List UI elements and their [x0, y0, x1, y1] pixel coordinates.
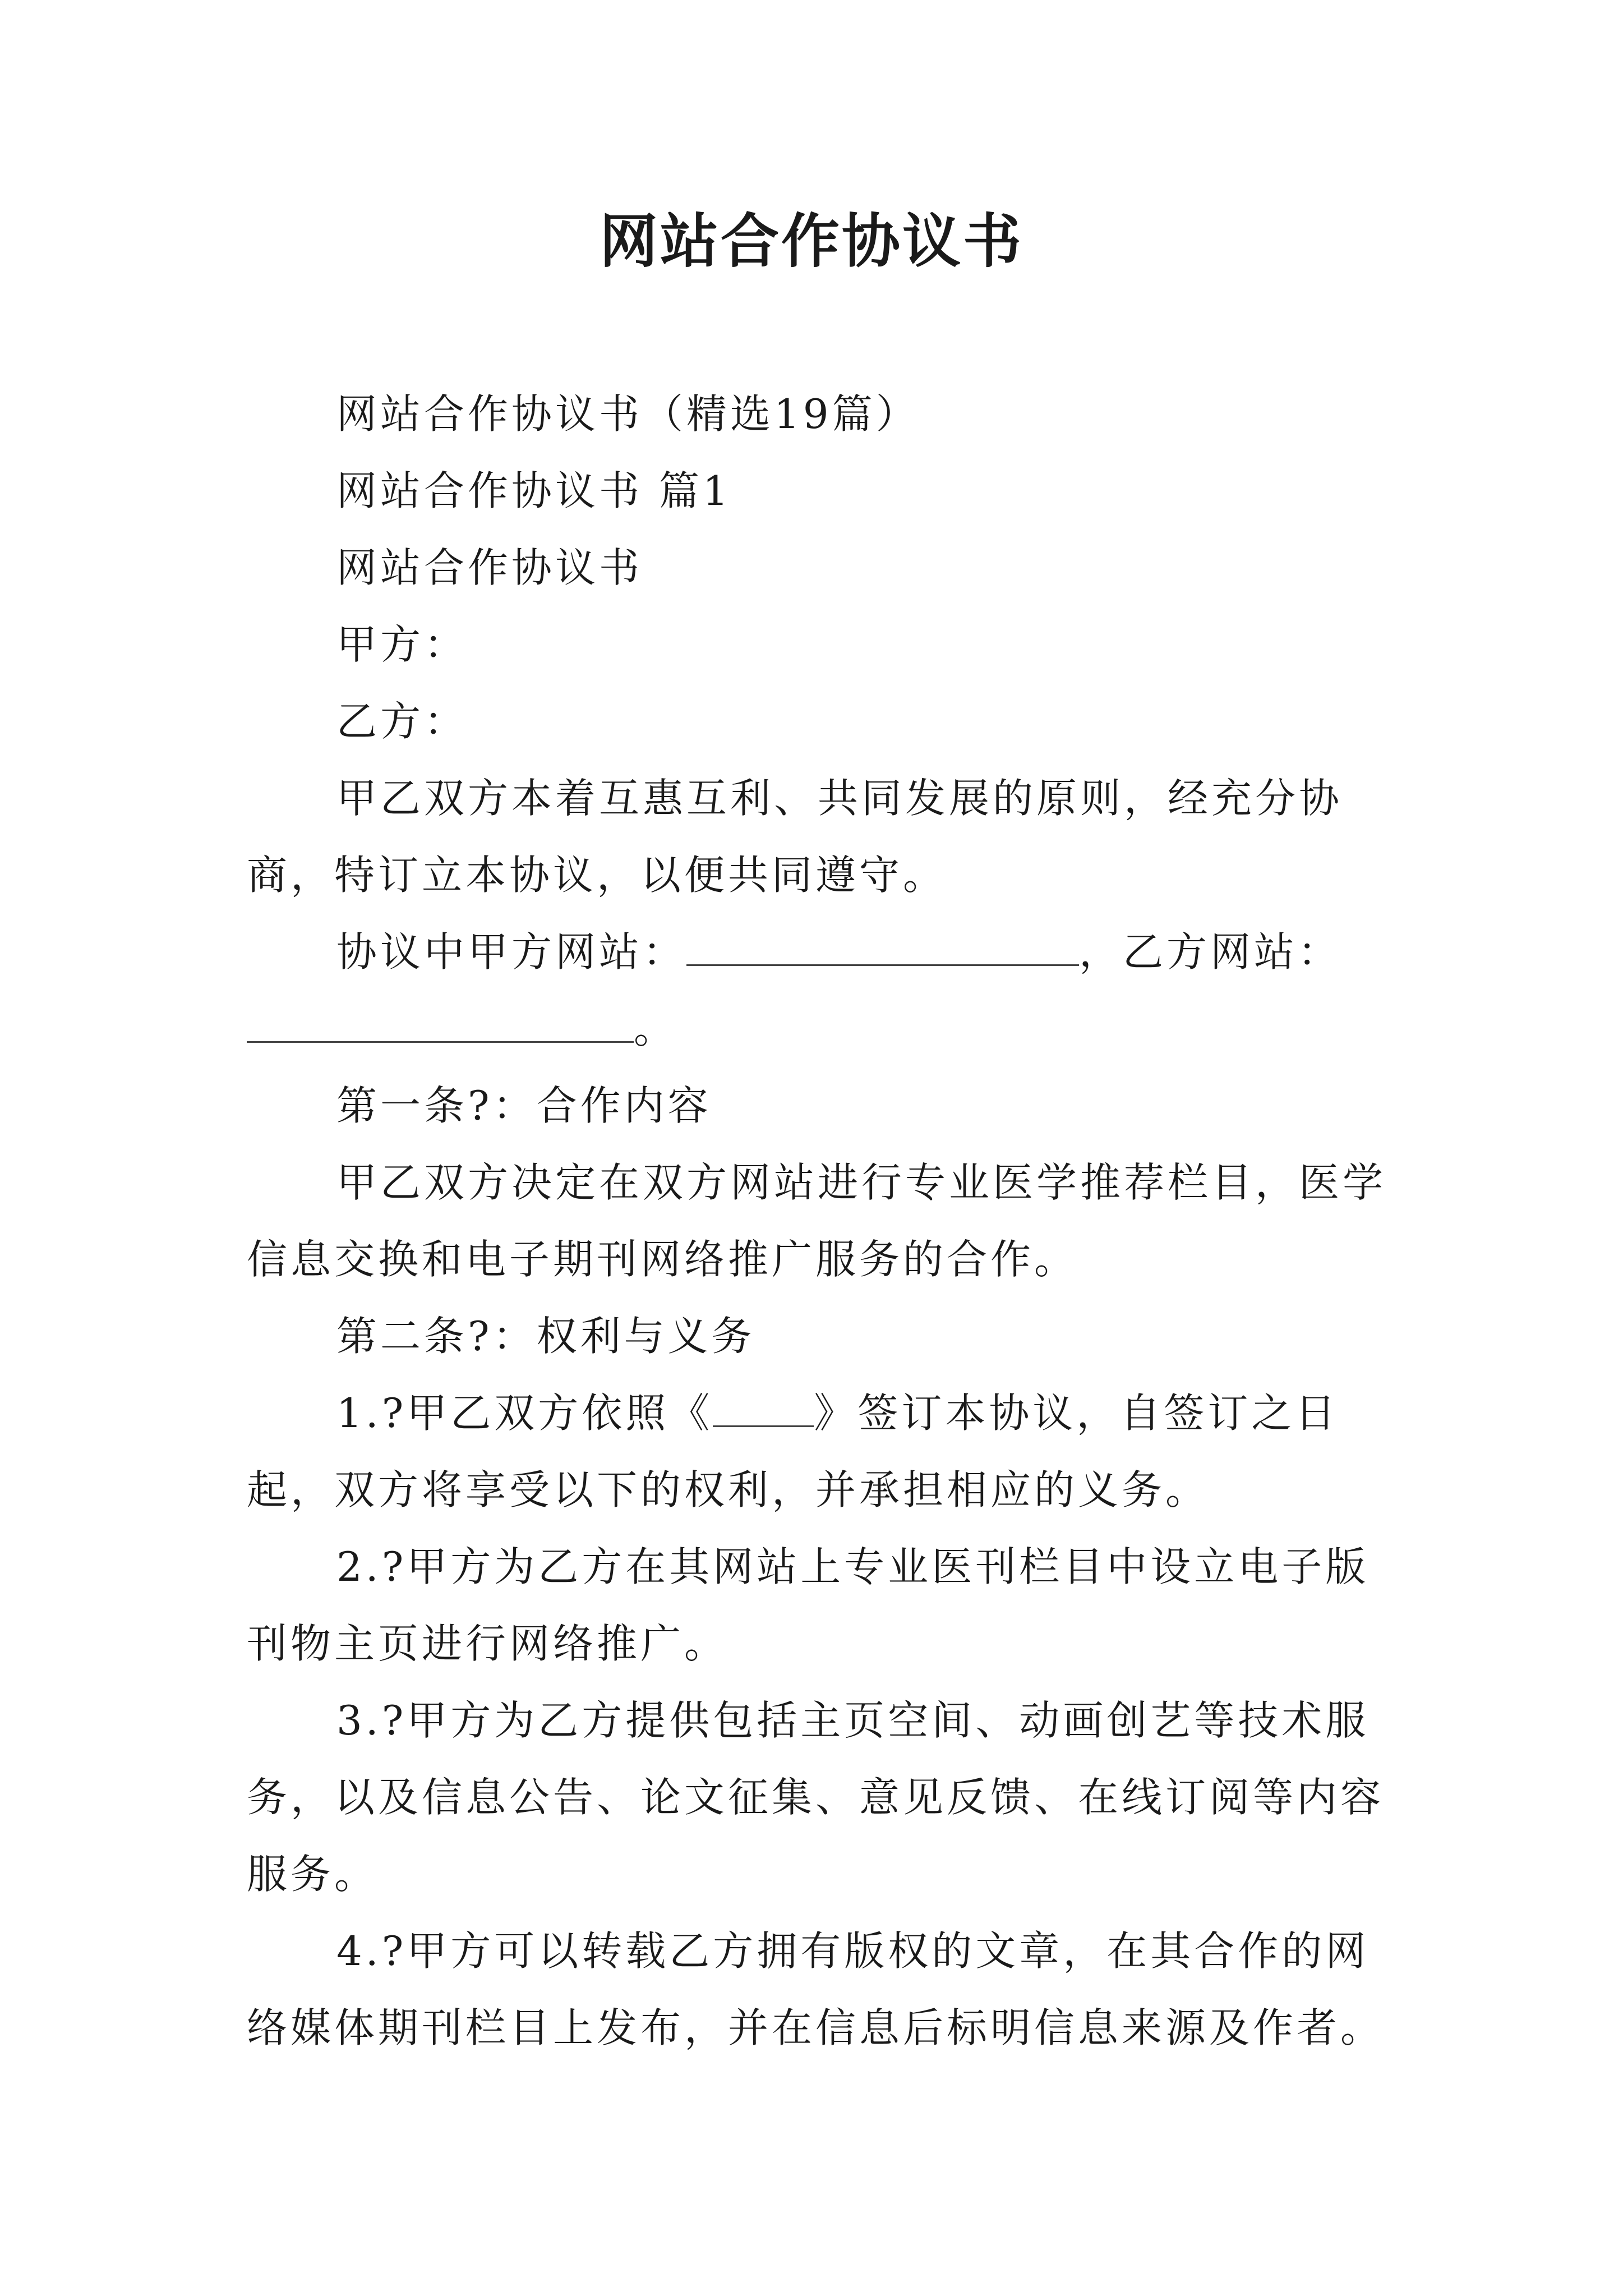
item2-paragraph: 2.?甲方为乙方在其网站上专业医刊栏目中设立电子版刊物主页进行网络推广。: [247, 1543, 1370, 1667]
item3-paragraph: 3.?甲方为乙方提供包括主页空间、动画创艺等技术服务，以及信息公告、论文征集、意见反馈、在线订阅等内容服务。: [247, 1697, 1385, 1898]
item4-paragraph: 4.?甲方可以转载乙方拥有版权的文章，在其合作的网络媒体期刊栏目上发布，并在信息后标明信息来源及作者。: [247, 1927, 1385, 2051]
party-b-line: 乙方：: [336, 698, 468, 745]
party-a-line: 甲方：: [336, 621, 468, 668]
document-body: [247, 376, 1391, 2067]
website-b-blank: [247, 1002, 634, 1043]
heading-line: 网站合作协议书: [336, 544, 643, 591]
item1-blank: [713, 1386, 814, 1427]
article1-title: 第一条?：合作内容: [336, 1082, 712, 1129]
subtitle-line: 网站合作协议书（精选19篇）: [336, 390, 920, 438]
chapter-line: 网站合作协议书 篇1: [336, 467, 732, 514]
item1-paragraph: [247, 1375, 1391, 1529]
website-end: 。: [634, 1005, 678, 1052]
website-paragraph: [247, 914, 1391, 1068]
item1-post: 》签订本协议，自签订之日起，双方将享受以下的权利，并承担相应的义务。: [247, 1389, 1339, 1513]
intro-paragraph: 甲乙双方本着互惠互利、共同发展的原则，经充分协商，特订立本协议，以便共同遵守。: [247, 775, 1343, 899]
website-b-label: ，乙方网站：: [1079, 928, 1342, 976]
document-title: 网站合作协议书: [599, 206, 1023, 275]
article2-title: 第二条?：权利与义务: [336, 1313, 755, 1360]
website-a-label: 协议中甲方网站：: [336, 928, 687, 976]
item1-pre: 1.?甲乙双方依照《: [336, 1389, 713, 1437]
article1-body: 甲乙双方决定在双方网站进行专业医学推荐栏目，医学信息交换和电子期刊网络推广服务的合作。: [247, 1159, 1387, 1283]
website-a-blank: [686, 925, 1079, 966]
